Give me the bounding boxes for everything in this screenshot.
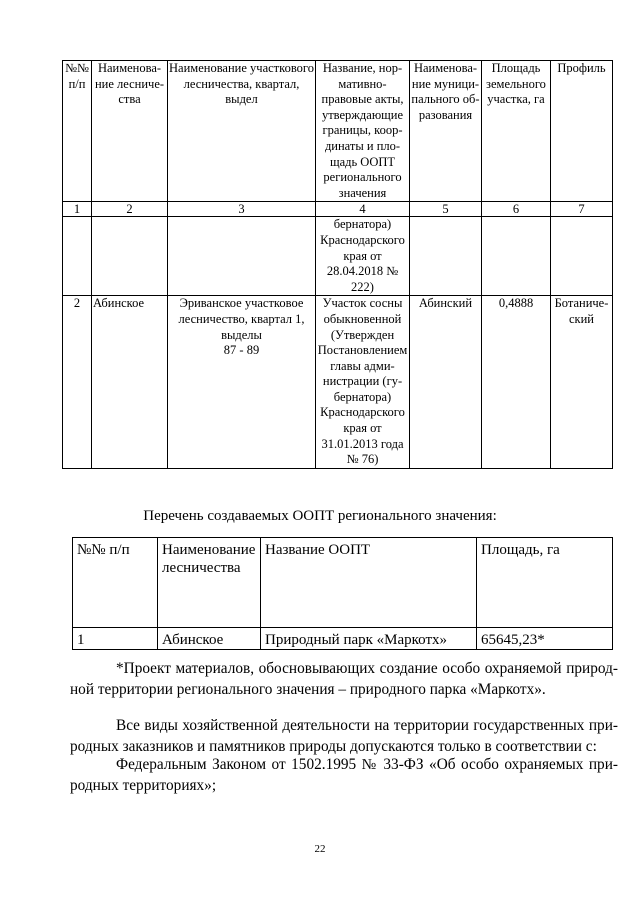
header-cell: Площадь, га [477,538,613,628]
table-cell-profile: Ботанический [551,296,613,469]
table-header-row [63,61,613,202]
table-cell [168,217,316,296]
table-cell: Природный парк «Маркотх» [261,628,477,650]
column-number: 2 [92,202,168,217]
column-number: 3 [168,202,316,217]
paragraph: Все виды хозяйственной деятельности на территории государственных природных заказников и памятников природы допускаются только в соответствии с: [70,717,618,755]
table-cell [482,217,551,296]
table-cell-name: Участок сосны обыкновенной (Утвержден Постановлением главы администрации (губернатора) Краснодарского края от 31.01.2013 года № 76) [316,296,410,469]
table-cell-municipality: Абинский [410,296,482,469]
table-cell: Абинское [158,628,261,650]
header-cell: Наименование участкового лесничества, квартал, выдел [168,61,316,202]
header-cell: Профиль [551,61,613,202]
table-cell-sub-forestry [168,296,316,469]
table-header-row [73,538,613,628]
column-number: 7 [551,202,613,217]
header-cell: Наименование лесничества [92,61,168,202]
column-number: 4 [316,202,410,217]
page-number: 22 [314,843,326,855]
column-number: 1 [63,202,92,217]
oopt-planned-table [72,537,613,650]
header-cell: №№ п/п [63,61,92,202]
footnote: *Проект материалов, обосновывающих создание особо охраняемой природной территории регионального значения – природного парка «Маркотх». [70,660,618,698]
table-row-continuation [63,217,613,296]
table-cell [63,217,92,296]
table-cell [410,217,482,296]
sub-forestry-text: Эриванское участковое лесничество, квартал 1, выделы [178,296,305,342]
oopt-existing-table [62,60,613,469]
header-cell: Наименование муниципального образования [410,61,482,202]
table-cell [551,217,613,296]
column-number-row [63,202,613,217]
table-row [73,628,613,650]
header-cell: Название, нормативно-правовые акты, утверждающие границы, координаты и площадь ООПТ регионального значения [316,61,410,202]
header-cell: Наименование лесничества [158,538,261,628]
paragraph: Федеральным Законом от 1502.1995 № 33-ФЗ «Об особо охраняемых природных территориях»; [70,756,618,794]
table-cell-num: 2 [63,296,92,469]
table-row [63,296,613,469]
table-cell [92,217,168,296]
column-number: 5 [410,202,482,217]
column-number: 6 [482,202,551,217]
header-cell: Название ООПТ [261,538,477,628]
sub-forestry-range: 87 - 89 [223,343,260,358]
table-cell-area: 0,4888 [482,296,551,469]
section-title: Перечень создаваемых ООПТ регионального значения: [143,508,497,524]
table-cell-forestry: Абинское [92,296,168,469]
table-cell: 1 [73,628,158,650]
table-cell-name: бернатора) Краснодарского края от 28.04.2018 № 222) [316,217,410,296]
table-cell: 65645,23* [477,628,613,650]
header-cell: №№ п/п [73,538,158,628]
header-cell: Площадь земельного участка, га [482,61,551,202]
